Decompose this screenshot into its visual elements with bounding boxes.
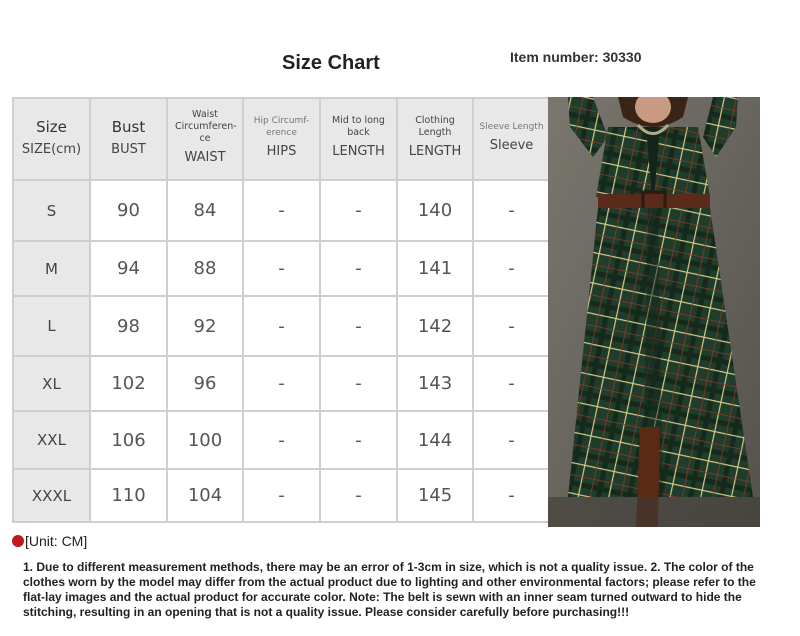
sleeve-cell: -	[473, 469, 550, 522]
header-clothing-length-sub: LENGTH	[408, 144, 462, 159]
header-size-label: Size	[36, 118, 67, 136]
clothing-length-cell: 145	[397, 469, 473, 522]
hips-cell: -	[243, 469, 320, 522]
model-photo	[548, 97, 760, 527]
back-length-cell: -	[320, 356, 397, 411]
hips-cell: -	[243, 356, 320, 411]
header-size-sub: SIZE(cm)	[21, 142, 82, 157]
header-waist	[167, 98, 243, 180]
waist-cell: 100	[167, 411, 243, 469]
header-waist-sub: WAIST	[184, 150, 226, 165]
clothing-length-cell: 140	[397, 180, 473, 241]
header-hips	[243, 98, 320, 180]
size-cell: M	[13, 241, 90, 296]
size-cell: XXL	[13, 411, 90, 469]
header-bust-sub: BUST	[111, 142, 146, 157]
bust-cell: 94	[90, 241, 167, 296]
table-row	[13, 411, 550, 469]
table-row	[13, 296, 550, 356]
waist-cell: 84	[167, 180, 243, 241]
page-title: Size Chart	[282, 52, 380, 74]
sleeve-cell: -	[473, 296, 550, 356]
red-dot-icon	[12, 535, 24, 547]
back-length-cell: -	[320, 296, 397, 356]
size-cell: XXXL	[13, 469, 90, 522]
header-back-length	[320, 98, 397, 180]
waist-cell: 92	[167, 296, 243, 356]
header-size	[13, 98, 90, 180]
table-row	[13, 241, 550, 296]
hips-cell: -	[243, 241, 320, 296]
header-hips-sub: HIPS	[266, 144, 297, 159]
header-bust-label: Bust	[111, 118, 146, 136]
sleeve-cell: -	[473, 411, 550, 469]
unit-label	[12, 533, 87, 549]
header-sleeve	[473, 98, 550, 180]
sleeve-cell: -	[473, 180, 550, 241]
back-length-cell: -	[320, 411, 397, 469]
clothing-length-cell: 142	[397, 296, 473, 356]
header-back-length-sub: LENGTH	[332, 144, 385, 159]
header-sleeve-label: Sleeve Length	[479, 122, 544, 132]
bust-cell: 106	[90, 411, 167, 469]
back-length-cell: -	[320, 469, 397, 522]
table-row	[13, 469, 550, 522]
header-bust	[90, 98, 167, 180]
size-cell: S	[13, 180, 90, 241]
bust-cell: 90	[90, 180, 167, 241]
dress-illustration	[548, 97, 760, 527]
bust-cell: 110	[90, 469, 167, 522]
unit-text: [Unit: CM]	[25, 533, 88, 549]
header-back-length-label: Mid to long back	[332, 115, 385, 138]
clothing-length-cell: 144	[397, 411, 473, 469]
clothing-length-cell: 141	[397, 241, 473, 296]
header-clothing-length	[397, 98, 473, 180]
table-row	[13, 356, 550, 411]
clothing-length-cell: 143	[397, 356, 473, 411]
size-cell: XL	[13, 356, 90, 411]
header-sleeve-sub: Sleeve	[489, 138, 534, 153]
hips-cell: -	[243, 180, 320, 241]
back-length-cell: -	[320, 180, 397, 241]
back-length-cell: -	[320, 241, 397, 296]
bust-cell: 98	[90, 296, 167, 356]
hips-cell: -	[243, 296, 320, 356]
waist-cell: 88	[167, 241, 243, 296]
header-clothing-length-label: Clothing Length	[415, 115, 455, 138]
header-row	[13, 98, 550, 180]
waist-cell: 104	[167, 469, 243, 522]
size-chart-table	[12, 97, 551, 523]
header-waist-label: Waist Circumferen-ce	[175, 109, 237, 144]
size-cell: L	[13, 296, 90, 356]
disclaimer-note: 1. Due to different measurement methods, there may be an error of 1-3cm in size, which is not a quality issue. 2. The color of the clothes worn by the model may differ from the actual product due to lighting and other environmental factors; please refer to the flat-lay images and the actual product for accurate color. Note: The belt is sewn with an inner seam turned outward to hide the stitching, resulting in an opening that is not a quality issue. Please consider carefully before purchasing!!!	[23, 560, 756, 619]
sleeve-cell: -	[473, 241, 550, 296]
hips-cell: -	[243, 411, 320, 469]
item-number: Item number: 30330	[510, 49, 642, 65]
waist-cell: 96	[167, 356, 243, 411]
sleeve-cell: -	[473, 356, 550, 411]
bust-cell: 102	[90, 356, 167, 411]
header-hips-label: Hip Circumf-erence	[253, 116, 310, 138]
table-row	[13, 180, 550, 241]
